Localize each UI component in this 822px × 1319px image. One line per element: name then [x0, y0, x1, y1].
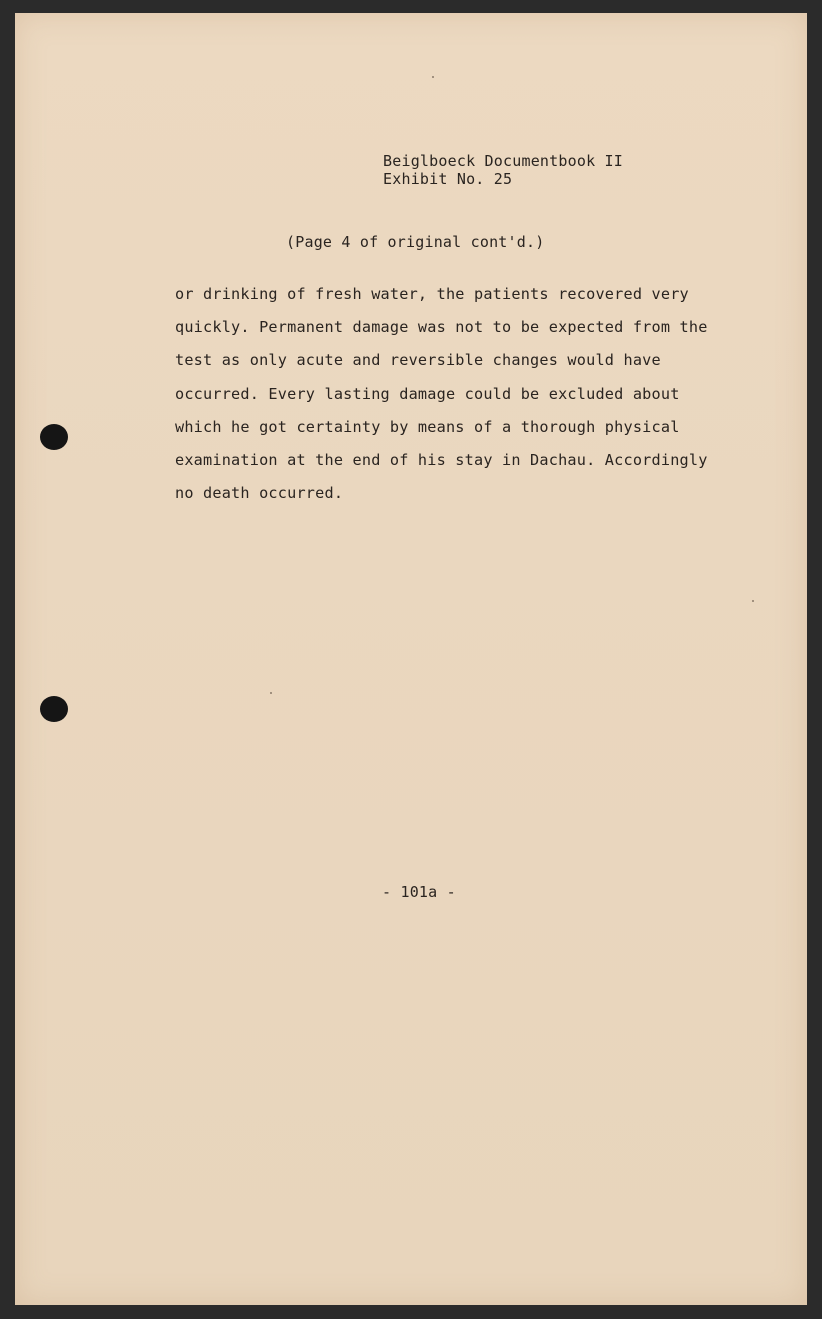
header-exhibit: Exhibit No. 25	[383, 170, 513, 188]
body-line: quickly. Permanent damage was not to be expected from the	[175, 318, 708, 336]
paper-speck	[432, 76, 434, 78]
body-line: or drinking of fresh water, the patients recovered very	[175, 285, 689, 303]
page-number: - 101a -	[382, 883, 456, 901]
page-subheading: (Page 4 of original cont'd.)	[286, 233, 545, 251]
punch-hole-top	[40, 424, 68, 450]
paper-speck	[270, 692, 272, 694]
body-line: which he got certainty by means of a thorough physical	[175, 418, 680, 436]
body-line: no death occurred.	[175, 484, 344, 502]
document-page	[15, 13, 807, 1305]
paper-speck	[752, 600, 754, 602]
punch-hole-bottom	[40, 696, 68, 722]
body-line: examination at the end of his stay in Dachau. Accordingly	[175, 451, 708, 469]
body-line: occurred. Every lasting damage could be excluded about	[175, 385, 680, 403]
body-line: test as only acute and reversible changes would have	[175, 351, 661, 369]
header-documentbook: Beiglboeck Documentbook II	[383, 152, 623, 170]
